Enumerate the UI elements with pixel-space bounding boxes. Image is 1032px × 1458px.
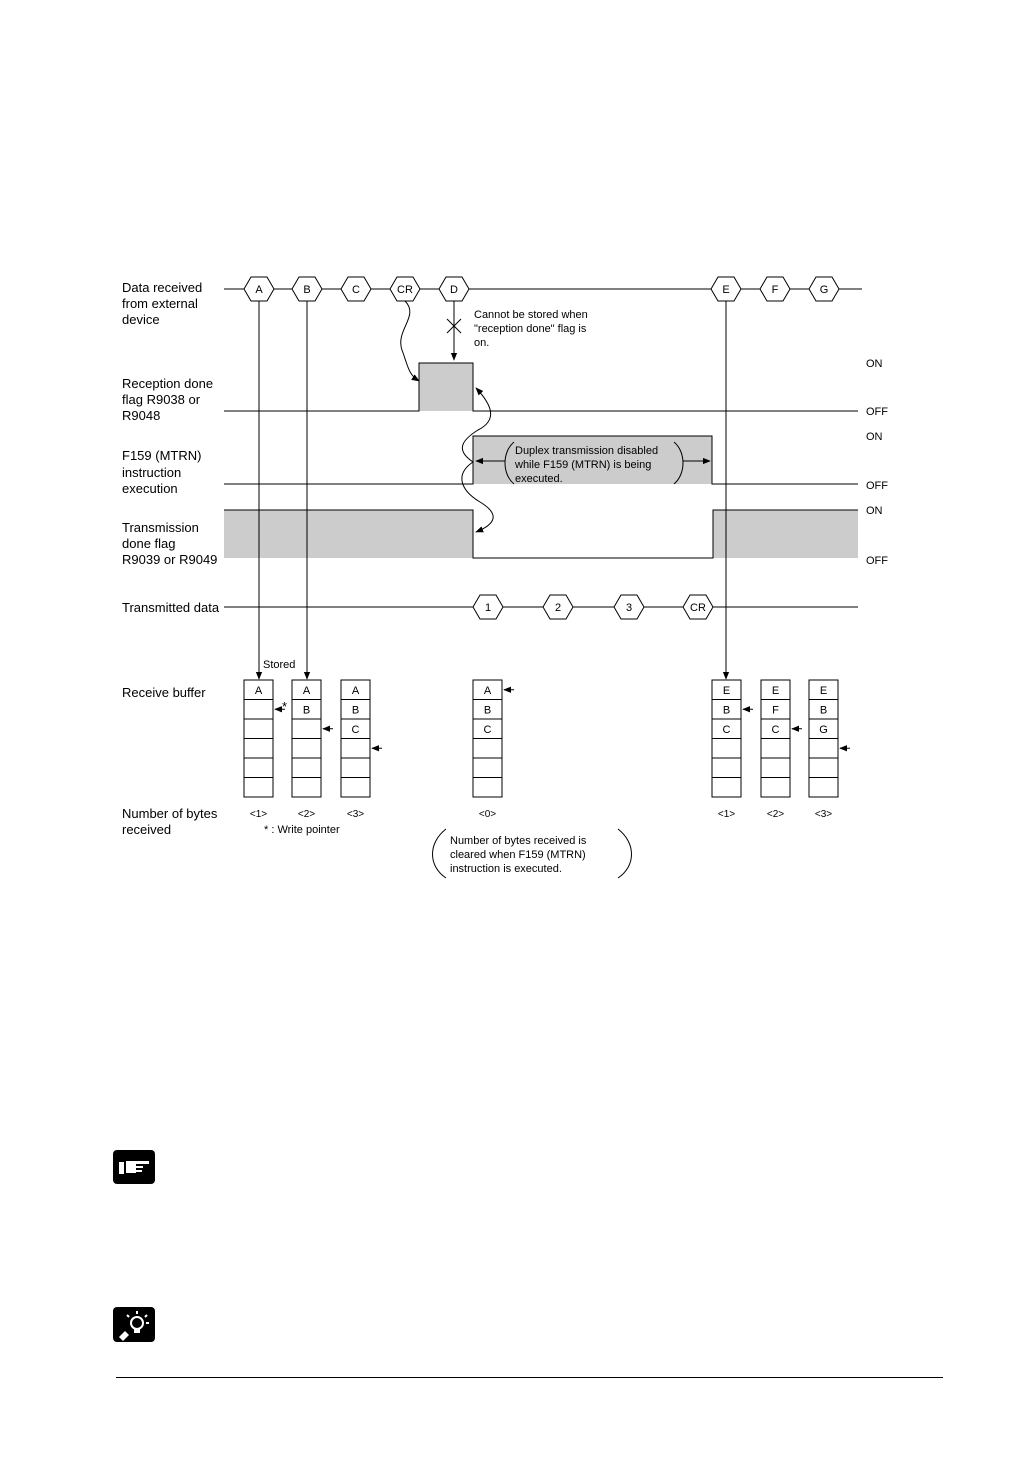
buffer-cell-value: C [722, 724, 731, 736]
buffer-cell [473, 758, 502, 778]
note-cleared: Number of bytes received is cleared when F159 (MTRN) instruction is executed. [450, 835, 587, 875]
label-f159-exec: F159 (MTRN) instruction execution [122, 448, 202, 496]
note-hand-icon [113, 1150, 155, 1184]
receive-buffer-1 [292, 680, 333, 820]
buffer-cell [341, 778, 370, 798]
buffer-cell-value: A [254, 685, 263, 697]
bytes-count: <0> [478, 809, 497, 820]
tx-byte-2-label: 3 [625, 602, 633, 614]
bytes-count: <3> [814, 809, 833, 820]
rx-byte-4 [439, 277, 469, 301]
label-transmitted-data: Transmitted data [122, 600, 220, 615]
buffer-cell [341, 758, 370, 778]
label-transmission-done: Transmission done flag R9039 or R9049 [122, 520, 218, 567]
receive-buffers [244, 680, 850, 820]
footer-rule [116, 1377, 943, 1378]
rx-byte-3-label: CR [397, 284, 413, 296]
note-duplex-disabled: Duplex transmission disabled while F159 (MTRN) is being executed. [515, 445, 659, 485]
buffer-cell [761, 739, 790, 759]
receive-buffer-6 [809, 680, 850, 820]
buffer-cell [712, 778, 741, 798]
note-write-pointer: * : Write pointer [264, 824, 340, 836]
receive-buffer-3 [473, 680, 514, 820]
cr-to-flag-arrow [401, 301, 419, 381]
rx-byte-0-label: A [255, 284, 263, 296]
buffer-cell-value: B [351, 704, 360, 717]
level-on-f159: ON [866, 431, 883, 443]
buffer-cell [761, 758, 790, 778]
tx-byte-3 [683, 595, 713, 619]
bytes-count: <1> [249, 809, 268, 820]
buffer-cell [292, 719, 321, 739]
bytes-count: <3> [346, 809, 365, 820]
buffer-cell-value: B [302, 704, 311, 717]
buffer-cell [292, 778, 321, 798]
buffer-cell [244, 778, 273, 798]
receive-buffer-0 [244, 680, 288, 820]
rx-byte-2 [341, 277, 371, 301]
buffer-cell-value: A [351, 685, 360, 697]
bytes-count: <2> [766, 809, 785, 820]
level-off-reception: OFF [866, 406, 888, 418]
buffer-cell [244, 700, 273, 720]
label-data-received: Data received from external device [122, 280, 203, 327]
level-off-transmission: OFF [866, 555, 888, 567]
buffer-cell [244, 739, 273, 759]
rx-byte-5 [711, 277, 741, 301]
buffer-cell [809, 739, 838, 759]
rx-byte-3 [390, 277, 420, 301]
rx-byte-1 [292, 277, 322, 301]
label-bytes-received: Number of bytes received [122, 806, 218, 837]
receive-buffer-2 [341, 680, 382, 820]
tx-byte-3-label: CR [690, 602, 706, 614]
buffer-cell-value: C [483, 724, 492, 736]
level-on-reception: ON [866, 358, 883, 370]
rx-byte-1-label: B [303, 284, 311, 296]
cleared-paren-right [618, 829, 632, 878]
cleared-paren-left [433, 829, 447, 878]
rx-byte-5-label: E [722, 284, 730, 296]
bytes-count: <1> [717, 809, 736, 820]
rx-byte-7 [809, 277, 839, 301]
note-stored: Stored [263, 659, 296, 671]
write-pointer-asterisk: * [282, 699, 288, 714]
buffer-cell-value: E [771, 685, 780, 697]
note-cannot-store: Cannot be stored when "reception done" flag is on. [474, 309, 588, 349]
rx-byte-6 [760, 277, 790, 301]
receive-buffer-4 [712, 680, 753, 820]
rx-byte-0 [244, 277, 274, 301]
buffer-cell-value: B [483, 704, 492, 717]
buffer-cell [712, 739, 741, 759]
buffer-cell-value: C [771, 724, 780, 736]
buffer-cell-value: B [819, 704, 828, 717]
buffer-cell [244, 719, 273, 739]
tx-byte-1 [543, 595, 573, 619]
label-receive-buffer: Receive buffer [122, 685, 206, 700]
tx-byte-0-label: 1 [484, 602, 492, 614]
buffer-cell [473, 739, 502, 759]
cannot-store-mark [447, 301, 461, 360]
buffer-cell [712, 758, 741, 778]
buffer-cell-value: C [351, 724, 360, 736]
rx-byte-6-label: F [771, 284, 779, 296]
tx-byte-0 [473, 595, 503, 619]
level-off-f159: OFF [866, 480, 888, 492]
receive-buffer-5 [761, 680, 802, 820]
buffer-cell [292, 739, 321, 759]
buffer-cell [473, 778, 502, 798]
rx-byte-2-label: C [352, 284, 360, 296]
buffer-cell-value: F [772, 704, 779, 717]
level-on-transmission: ON [866, 505, 883, 517]
bytes-count: <2> [297, 809, 316, 820]
buffer-cell [244, 758, 273, 778]
rx-byte-4-label: D [450, 284, 458, 296]
transmission-done-waveform [224, 510, 858, 558]
buffer-cell-value: E [722, 685, 731, 697]
reception-done-waveform [224, 363, 858, 411]
buffer-cell [761, 778, 790, 798]
buffer-cell-value: E [819, 685, 828, 697]
buffer-cell [292, 758, 321, 778]
tx-byte-1-label: 2 [554, 602, 562, 614]
buffer-cell-value: A [483, 685, 492, 697]
buffer-cell [341, 739, 370, 759]
buffer-cell-value: G [819, 724, 828, 736]
tx-byte-2 [614, 595, 644, 619]
buffer-cell [809, 758, 838, 778]
buffer-cell-value: A [302, 685, 311, 697]
tip-bulb-icon [113, 1307, 155, 1342]
rx-byte-7-label: G [819, 284, 829, 296]
buffer-cell [809, 778, 838, 798]
label-reception-done: Reception done flag R9038 or R9048 [122, 376, 214, 423]
buffer-cell-value: B [722, 704, 731, 717]
